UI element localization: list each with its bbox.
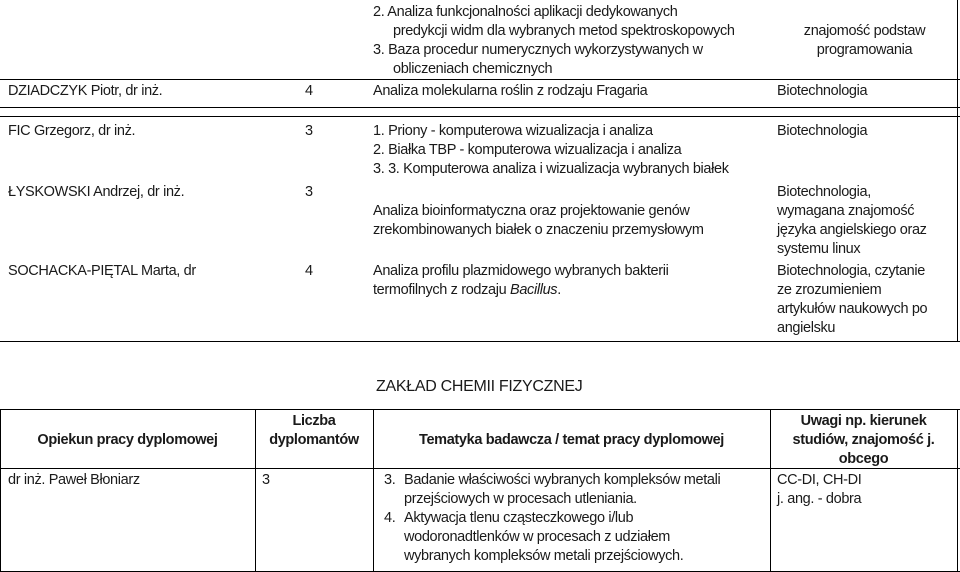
notes-bloniarz-line2: j. ang. - dobra xyxy=(777,491,862,507)
topic-lyskowski-line1: Analiza bioinformatyczna oraz projektowanie genów xyxy=(373,203,690,219)
notes-lyskowski-line1: Biotechnologia, xyxy=(777,184,871,200)
header-topic: Tematyka badawcza / temat pracy dyplomowej xyxy=(419,432,724,448)
count-bloniarz: 3 xyxy=(262,472,270,488)
prev-topic-3-cont: obliczeniach chemicznych xyxy=(393,61,553,77)
prev-notes-line1: znajomość podstaw xyxy=(803,23,926,39)
notes-bloniarz xyxy=(777,471,861,509)
section-title: ZAKŁAD CHEMII FIZYCZNEJ xyxy=(376,378,583,395)
notes-sochacka-line4: angielsku xyxy=(777,320,836,336)
topic-lyskowski xyxy=(373,202,704,240)
notes-lyskowski-line2: wymagana znajomość xyxy=(777,203,915,219)
count-lyskowski: 3 xyxy=(305,184,313,200)
topic-bloniarz-4 xyxy=(384,509,720,566)
notes-sochacka xyxy=(777,262,927,338)
notes-bloniarz-line1: CC-DI, CH-DI xyxy=(777,472,862,488)
header-notes-line3: obcego xyxy=(838,451,889,467)
topic-sochacka-line2: termofilnych z rodzaju Bacillus. xyxy=(373,282,561,298)
top-table-line-bottom xyxy=(0,341,960,342)
topic-bloniarz-3-line1: Badanie właściwości wybranych kompleksów metali xyxy=(404,472,721,488)
topic-fic-2: 2. Białka TBP - komputerowa wizualizacja i analiza xyxy=(373,142,682,158)
header-count-line1: Liczba xyxy=(292,413,336,429)
topic-dziadczyk: Analiza molekularna roślin z rodzaju Fragaria xyxy=(373,83,648,99)
notes-lyskowski-line4: systemu linux xyxy=(777,241,861,257)
topic-bloniarz-4-line1: Aktywacja tlenu cząsteczkowego i/lub xyxy=(404,510,634,526)
topic-lyskowski-line2: zrekombinowanych białek o znaczeniu przemysłowym xyxy=(373,222,704,238)
bottom-table-right-border xyxy=(957,409,958,572)
prev-row-topics xyxy=(373,3,735,79)
supervisor-fic: FIC Grzegorz, dr inż. xyxy=(8,123,136,139)
notes-sochacka-line2: ze zrozumieniem xyxy=(777,282,882,298)
supervisor-lyskowski: ŁYSKOWSKI Andrzej, dr inż. xyxy=(8,184,185,200)
top-table-line-after-dziadczyk xyxy=(0,107,960,108)
prev-notes-line2: programowania xyxy=(816,42,913,58)
prev-topic-2: 2. Analiza funkcjonalności aplikacji dedykowanych xyxy=(373,4,678,20)
notes-lyskowski xyxy=(777,183,927,259)
top-table-line-after-prev xyxy=(0,79,960,80)
notes-fic: Biotechnologia xyxy=(777,123,868,139)
topic-fic-1: 1. Priony - komputerowa wizualizacja i analiza xyxy=(373,123,653,139)
count-fic: 3 xyxy=(305,123,313,139)
topic-bloniarz-3-num: 3. xyxy=(384,472,396,488)
topics-fic xyxy=(373,122,729,179)
header-notes xyxy=(770,412,957,469)
topic-bloniarz-4-line3: wybranych kompleksów metali przejściowych. xyxy=(404,548,684,564)
header-supervisor: Opiekun pracy dyplomowej xyxy=(37,432,218,448)
bottom-table-top-border xyxy=(0,409,960,410)
topic-fic-3: 3. 3. Komputerowa analiza i wizualizacja wybranych białek xyxy=(373,161,729,177)
notes-sochacka-line1: Biotechnologia, czytanie xyxy=(777,263,925,279)
notes-lyskowski-line3: języka angielskiego oraz xyxy=(777,222,927,238)
supervisor-dziadczyk: DZIADCZYK Piotr, dr inż. xyxy=(8,83,163,99)
notes-dziadczyk: Biotechnologia xyxy=(777,83,868,99)
prev-row-notes xyxy=(772,22,957,60)
topic-bloniarz-3-line2: przejściowych w procesach utleniania. xyxy=(404,491,637,507)
top-table-right-border xyxy=(957,0,958,342)
supervisor-sochacka: SOCHACKA-PIĘTAL Marta, dr xyxy=(8,263,196,279)
notes-sochacka-line3: artykułów naukowych po xyxy=(777,301,928,317)
topic-bloniarz-4-line2: wodoronadtlenków w procesach z udziałem xyxy=(404,529,671,545)
header-notes-line1: Uwagi np. kierunek xyxy=(800,413,927,429)
topic-sochacka xyxy=(373,262,668,300)
prev-topic-2-cont: predykcji widm dla wybranych metod spektroskopowych xyxy=(393,23,735,39)
count-sochacka: 4 xyxy=(305,263,313,279)
prev-topic-3: 3. Baza procedur numerycznych wykorzystywanych w xyxy=(373,42,703,58)
header-count xyxy=(255,412,373,450)
top-table-line-top-border xyxy=(0,116,960,117)
count-dziadczyk: 4 xyxy=(305,83,313,99)
header-count-line2: dyplomantów xyxy=(269,432,359,448)
topic-bloniarz-3 xyxy=(384,471,720,509)
header-notes-line2: studiów, znajomość j. xyxy=(792,432,935,448)
topics-bloniarz xyxy=(384,471,720,566)
topic-sochacka-line1: Analiza profilu plazmidowego wybranych bakterii xyxy=(373,263,669,279)
supervisor-bloniarz: dr inż. Paweł Błoniarz xyxy=(8,472,140,488)
topic-bloniarz-4-num: 4. xyxy=(384,510,396,526)
